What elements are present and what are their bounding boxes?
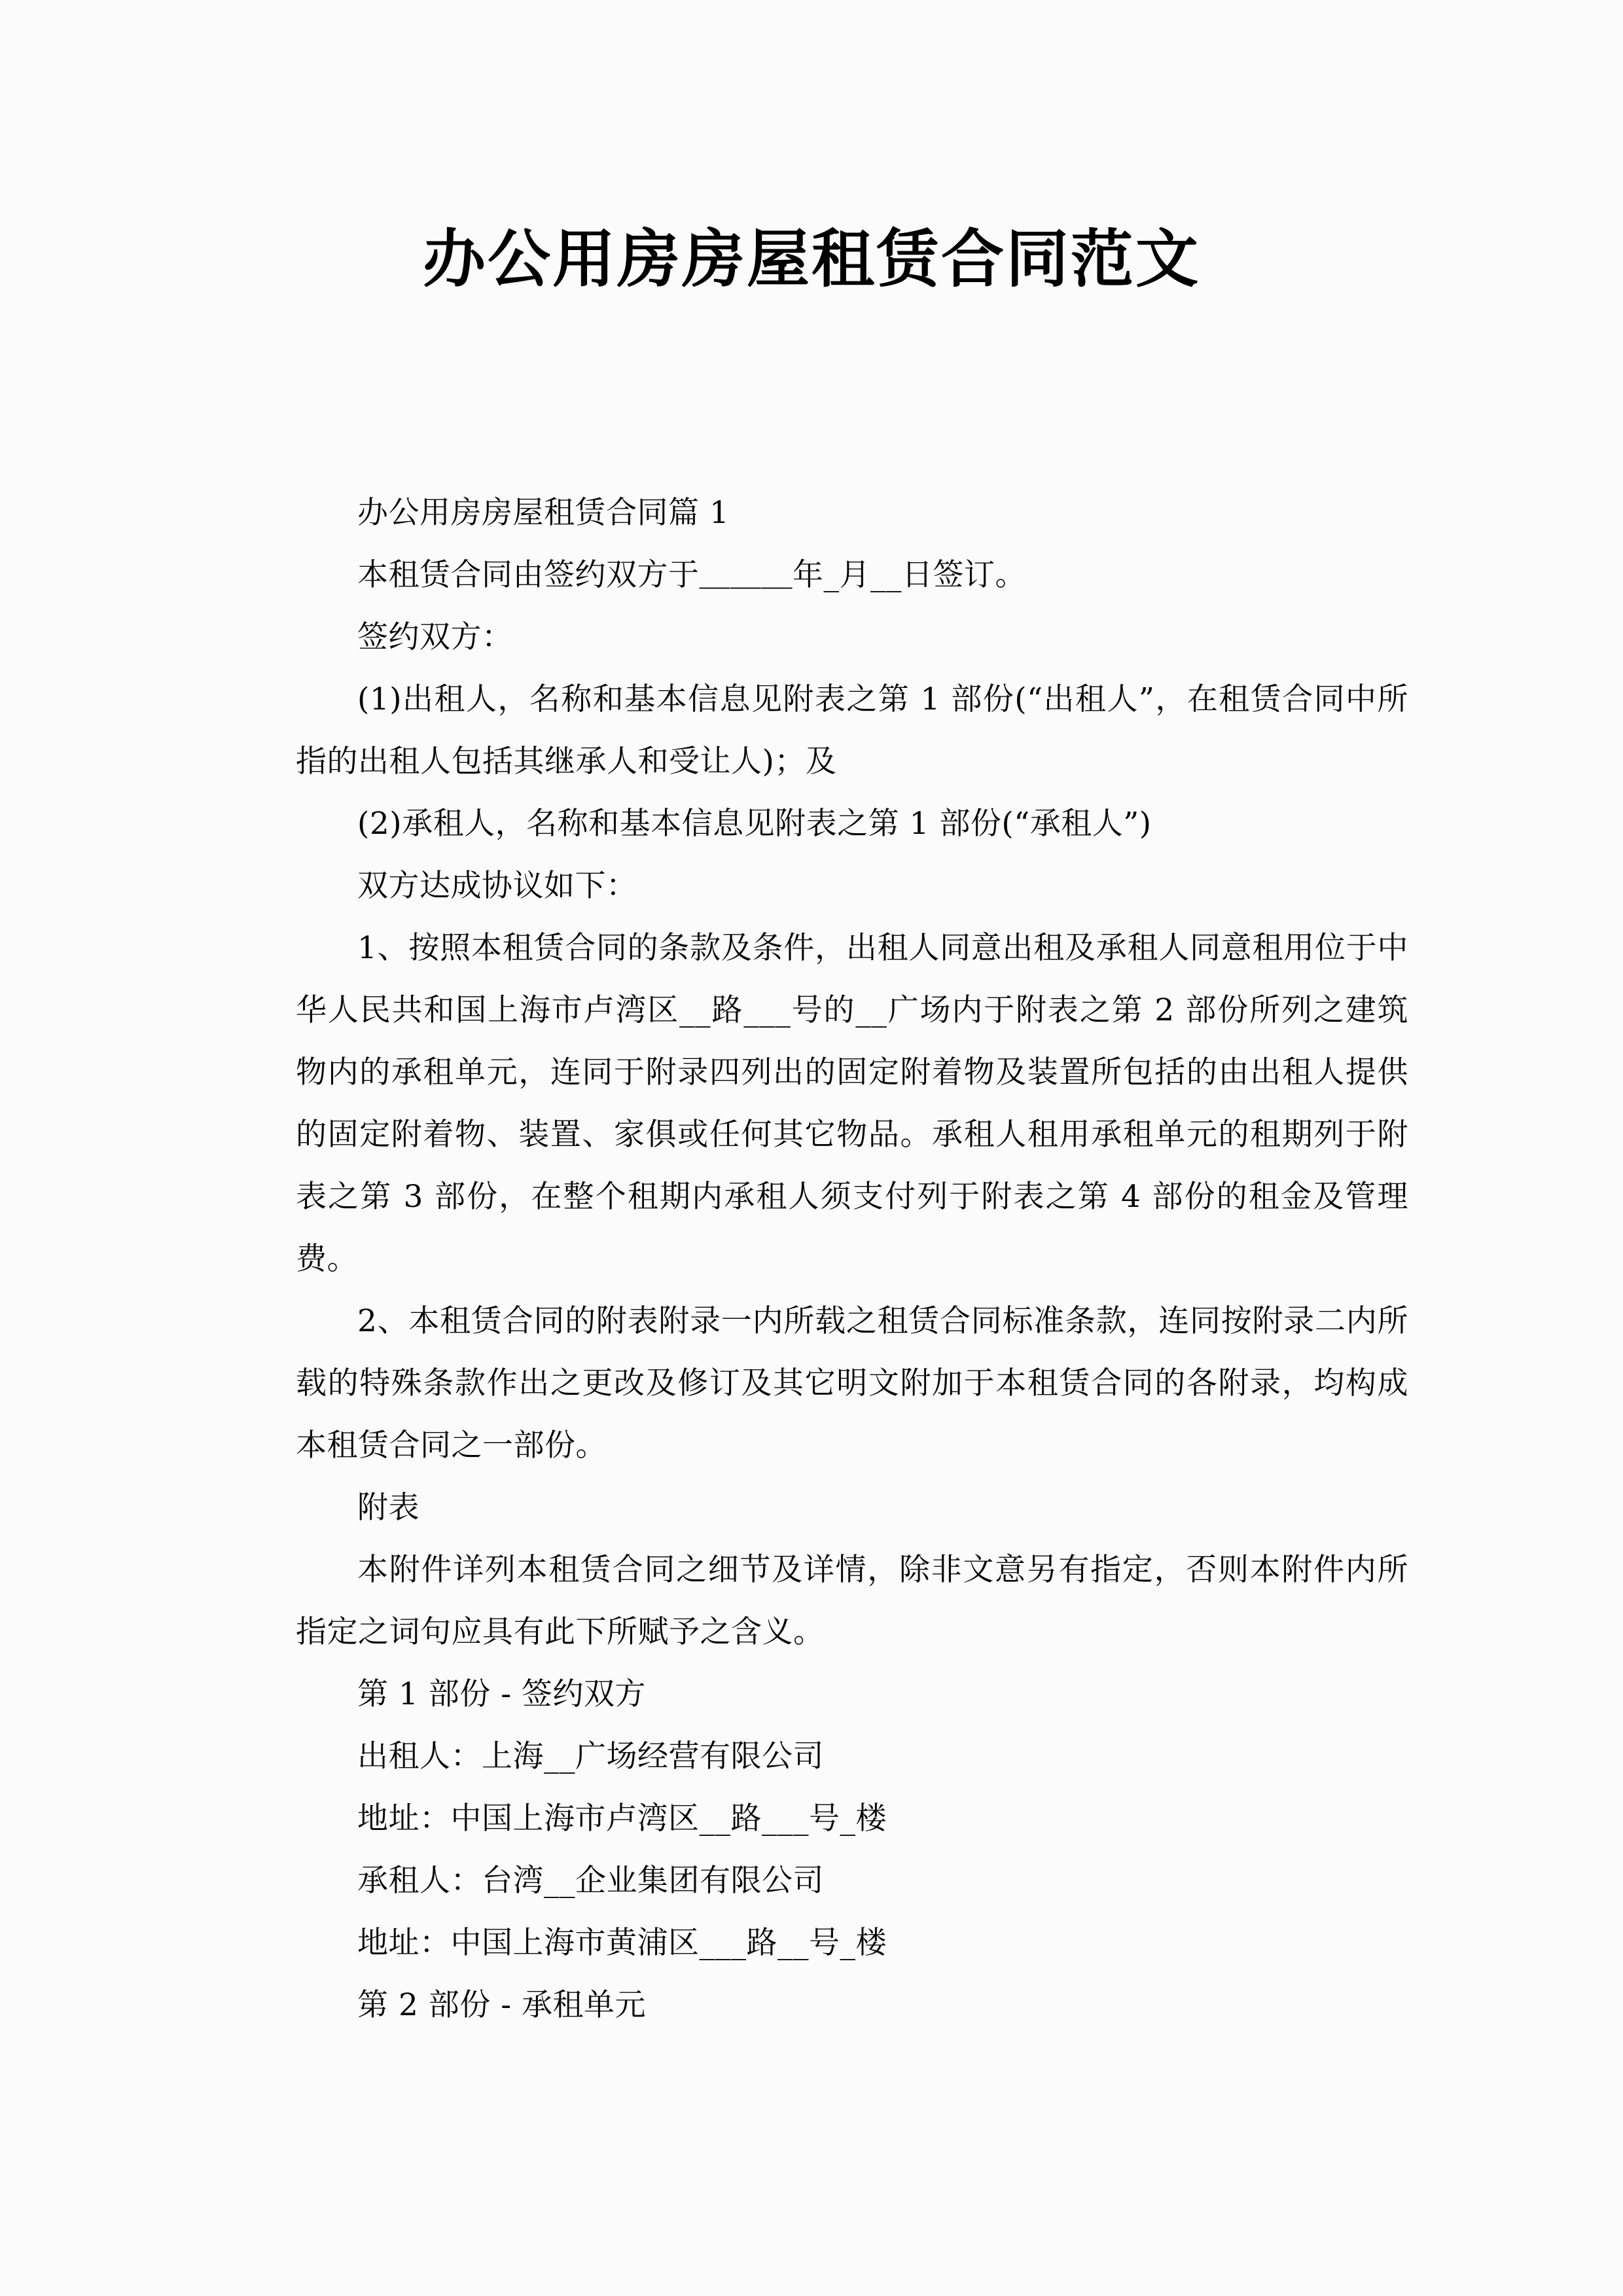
paragraph-heading-section: 办公用房房屋租赁合同篇 1 — [357, 495, 730, 531]
document-body — [296, 482, 1408, 2036]
page-title: 办公用房房屋租赁合同范文 — [423, 223, 1200, 296]
paragraph-lessee-clause: (2)承租人，名称和基本信息见附表之第 1 部份(“承租人”) — [357, 806, 1152, 842]
paragraph-lessor-address: 地址：中国上海市卢湾区__路___号_楼 — [357, 1801, 887, 1837]
paragraph-lessor-name: 出租人：上海__广场经营有限公司 — [357, 1738, 824, 1774]
paragraph-clause-1: 1、按照本租赁合同的条款及条件，出租人同意出租及承租人同意租用位于中华人民共和国上海市卢湾区__路___号的__广场内于附表之第 2 部份所列之建筑物内的承租单元，连同于附录四列出的固定附着物及装置所包括的由出租人提供的固定附着物、装置、家俱或任何其它物品。承租人租用承租单元的租期列于附表之第 3 部份，在整个租期内承租人须支付列于附表之第 4 部份的租金及管理费。 — [296, 930, 1408, 1277]
paragraph-part1-heading: 第 1 部份 - 签约双方 — [357, 1676, 647, 1712]
paragraph-schedule-heading: 附表 — [357, 1490, 419, 1526]
paragraph-lessor-clause: (1)出租人，名称和基本信息见附表之第 1 部份(“出租人”，在租赁合同中所指的出租人包括其继承人和受让人)；及 — [296, 681, 1408, 780]
paragraph-clause-2: 2、本租赁合同的附表附录一内所载之租赁合同标准条款，连同按附录二内所载的特殊条款作出之更改及修订及其它明文附加于本租赁合同的各附录，均构成本租赁合同之一部份。 — [296, 1303, 1408, 1463]
paragraph-signing-date: 本租赁合同由签约双方于＿＿＿年_月__日签订。 — [357, 557, 1026, 593]
paragraph-agreement-intro: 双方达成协议如下： — [357, 868, 637, 904]
paragraph-part2-heading: 第 2 部份 - 承租单元 — [357, 1987, 647, 2023]
paragraph-lessee-name: 承租人：台湾__企业集团有限公司 — [357, 1863, 824, 1899]
paragraph-schedule-intro: 本附件详列本租赁合同之细节及详情，除非文意另有指定，否则本附件内所指定之词句应具有此下所赋予之含义。 — [296, 1552, 1408, 1650]
paragraph-lessee-address: 地址：中国上海市黄浦区___路__号_楼 — [357, 1925, 887, 1961]
paragraph-parties-label: 签约双方： — [357, 619, 513, 655]
